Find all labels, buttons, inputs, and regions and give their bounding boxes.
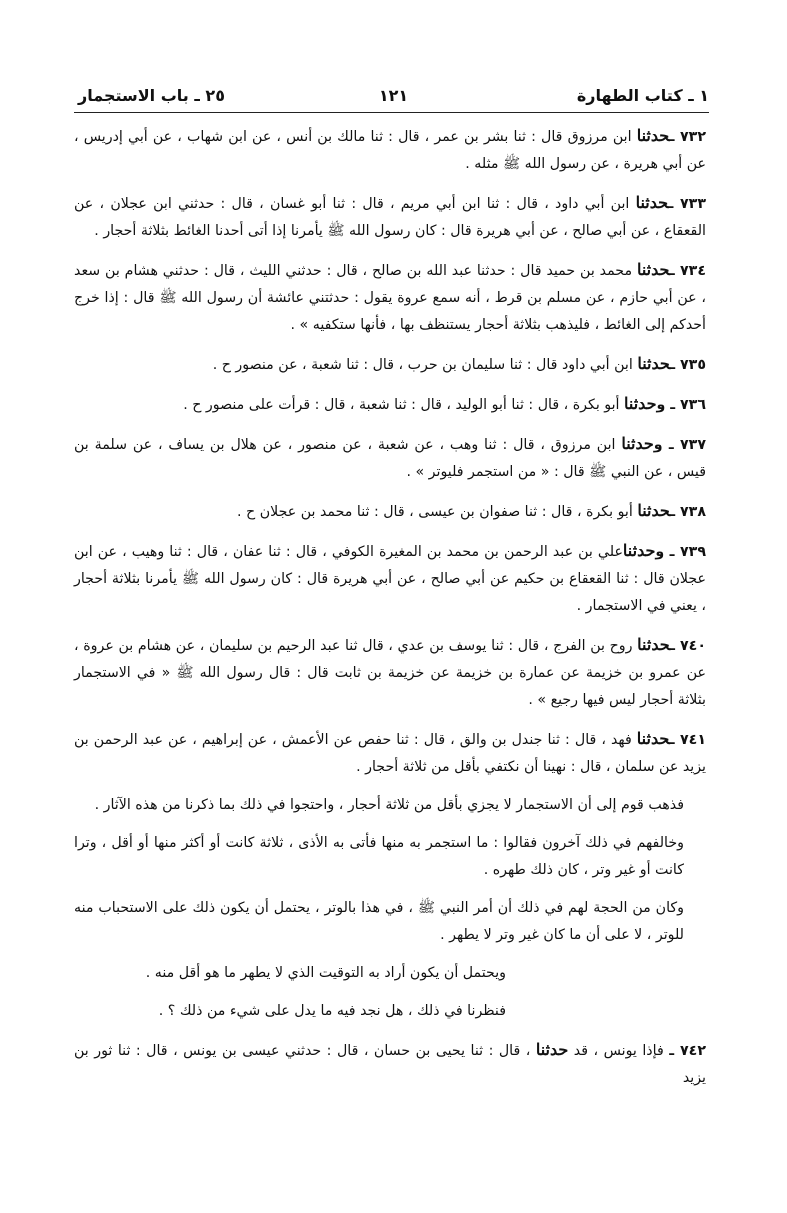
hadith-740: ٧٤٠ ـحدثنا روح بن الفرج ، قال : ثنا يوسف بن عدي ، قال ثنا عبد الرحيم بن سليمان ، عن هشام بن عروة ، عن عمرو بن خزيمة عن عمارة بن خزيمة عن خزيمة بن ثابت قال : قال رسول الله ﷺ « في الاستجمار بثلاثة أحجار ليس فيها رجيع » . — [74, 635, 706, 708]
chapter-title: ٢٥ ـ باب الاستجمار — [78, 86, 225, 105]
hadith-742: ٧٤٢ ـ فإذا يونس ، قد حدثنا ، قال : ثنا يحيى بن حسان ، قال : حدثني عيسى بن يونس ، قال : ثنا ثور بن يزيد — [74, 1040, 706, 1086]
hadith-735: ٧٣٥ ـحدثنا ابن أبي داود قال : ثنا سليمان بن حرب ، قال : ثنا شعبة ، عن منصور ح . — [212, 354, 706, 373]
header-divider — [74, 112, 709, 113]
book-title: ١ ـ كتاب الطهارة — [576, 86, 709, 105]
page-number: ١٢١ — [378, 86, 409, 105]
commentary-paragraph: ويحتمل أن يكون أراد به التوقيت الذي لا يطهر ما هو أقل منه . — [145, 965, 506, 981]
commentary-paragraph: وكان من الحجة لهم في ذلك أن أمر النبي ﷺ ، في هذا بالوتر ، يحتمل أن يكون ذلك على الاستحباب منه للوتر ، لا على أن ما كان غير وتر لا يطهر . — [74, 900, 684, 943]
hadith-736: ٧٣٦ ـ وحدثنا أبو بكرة ، قال : ثنا أبو الوليد ، قال : ثنا شعبة ، قال : قرأت على منصور ح . — [183, 394, 706, 413]
hadith-739: ٧٣٩ ـ وحدثناعلي بن عبد الرحمن بن محمد بن المغيرة الكوفي ، قال : ثنا عفان ، قال : ثنا وهيب ، عن ابن عجلان قال : ثنا القعقاع بن حكيم عن أبي صالح ، عن أبي هريرة قال : كان رسول الله ﷺ يأمرنا بثلاثة أحجار ، يعني في الاستجمار . — [74, 541, 706, 614]
hadith-737: ٧٣٧ ـ وحدثنا ابن مرزوق ، قال : ثنا وهب ، عن شعبة ، عن منصور ، عن هلال بن يساف ، عن سلمة بن قيس ، عن النبي ﷺ قال : « من استجمر فليوتر » . — [74, 434, 706, 480]
page-header — [78, 80, 709, 114]
commentary-paragraph: فذهب قوم إلى أن الاستجمار لا يجزي بأقل من ثلاثة أحجار ، واحتجوا في ذلك بما ذكرنا من هذه الآثار . — [94, 797, 684, 813]
hadith-738: ٧٣٨ ـحدثنا أبو بكرة ، قال : ثنا صفوان بن عيسى ، قال : ثنا محمد بن عجلان ح . — [237, 501, 706, 520]
commentary-paragraph: فنظرنا في ذلك ، هل نجد فيه ما يدل على شيء من ذلك ؟ . — [158, 1003, 506, 1019]
commentary-paragraph: وخالفهم في ذلك آخرون فقالوا : ما استجمر به منها فأتى به الأذى ، ثلاثة كانت أو أكثر منها أو أقل ، وترا كانت أو غير وتر ، كان ذلك طهره . — [74, 835, 684, 878]
hadith-733: ٧٣٣ ـحدثنا ابن أبي داود ، قال : ثنا ابن أبي مريم ، قال : ثنا أبو غسان ، قال : حدثني ابن عجلان ، عن القعقاع ، عن أبي صالح ، عن أبي هريرة قال : كان رسول الله ﷺ يأمرنا إذا أتى أحدنا الغائط بثلاثة أحجار . — [74, 193, 706, 239]
page-body — [74, 122, 706, 1092]
hadith-732: ٧٣٢ ـحدثنا ابن مرزوق قال : ثنا بشر بن عمر ، قال : ثنا مالك بن أنس ، عن ابن شهاب ، عن أبي إدريس ، عن أبي هريرة ، عن رسول الله ﷺ مثله . — [74, 126, 706, 172]
hadith-734: ٧٣٤ ـحدثنا محمد بن حميد قال : حدثنا عبد الله بن صالح ، قال : حدثني الليث ، قال : حدثني هشام بن سعد ، عن أبي حازم ، عن مسلم بن قرط ، أنه سمع عروة يقول : حدثتني عائشة أن رسول الله ﷺ قال : إذا خرج أحدكم إلى الغائط ، فليذهب بثلاثة أحجار يستنظف بها ، فأنها ستكفيه » . — [74, 260, 706, 333]
hadith-741: ٧٤١ ـحدثنا فهد ، قال : ثنا جندل بن والق ، قال : ثنا حفص عن الأعمش ، عن إبراهيم ، عن عبد الرحمن بن يزيد عن سلمان ، قال : نهينا أن نكتفي بأقل من ثلاثة أحجار . — [74, 729, 706, 775]
